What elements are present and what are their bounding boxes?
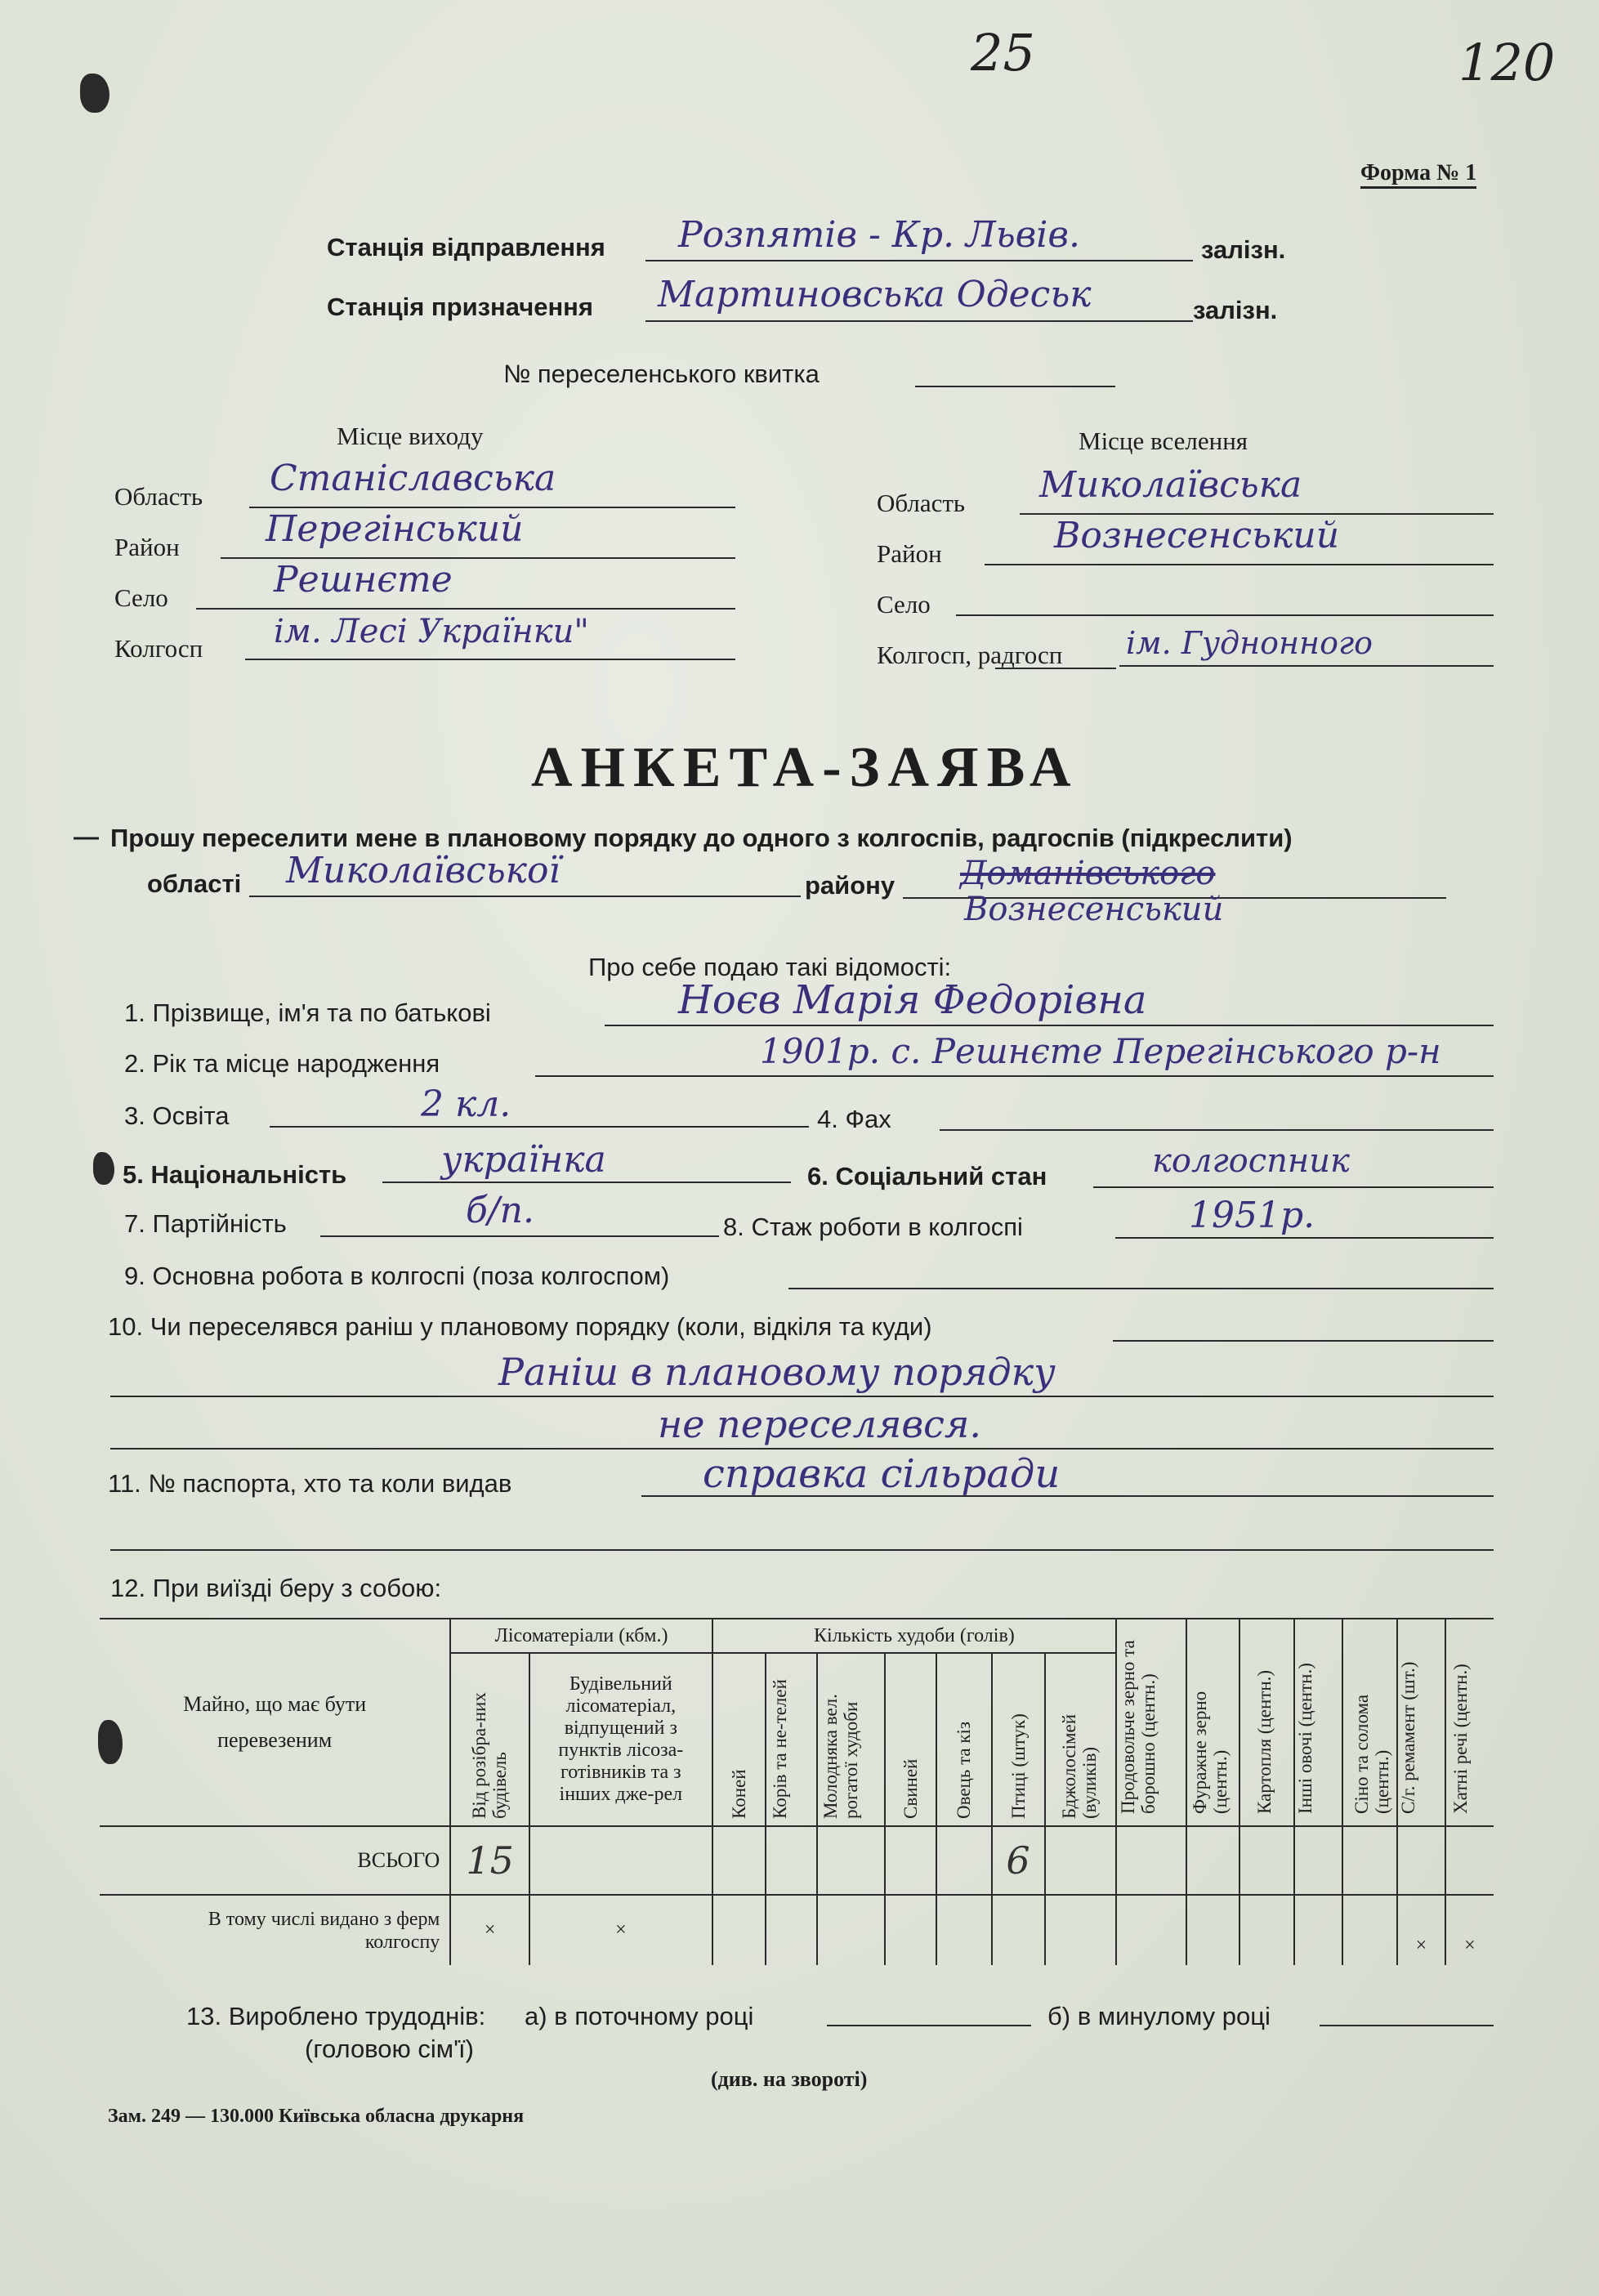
field-6-value: колгоспник — [1152, 1142, 1350, 1180]
oblasti-label: області — [147, 869, 242, 898]
col-birds: Птиці (штук) — [1007, 1713, 1029, 1819]
settlement-oblast-label: Область — [877, 489, 966, 517]
col-feed: Фуражне зерно (центн.) — [1190, 1691, 1231, 1814]
col-inventory: С/г. ремамент (шт.) — [1398, 1661, 1419, 1814]
field-10-value-1: Раніш в плановому порядку — [498, 1350, 1056, 1394]
reverse-note: (див. на звороті) — [711, 2067, 868, 2091]
rail-label-2: залізн. — [1193, 296, 1278, 324]
field-2-label: 2. Рік та місце народження — [124, 1049, 440, 1078]
intro-text: Про себе подаю такі відомості: — [588, 953, 952, 981]
printer-imprint: Зам. 249 — 130.000 Київська обласна друкарня — [108, 2106, 525, 2127]
farm-vegetables — [1294, 1895, 1342, 1965]
total-cows — [766, 1826, 817, 1895]
field-3-value: 2 кл. — [421, 1083, 511, 1125]
field-5-line — [382, 1182, 791, 1183]
settlement-heading: Місце вселення — [1079, 427, 1248, 455]
field-10-line-2 — [110, 1396, 1494, 1397]
raionu-value: Вознесенський — [964, 891, 1224, 928]
total-hay — [1342, 1826, 1397, 1895]
total-potato — [1239, 1826, 1294, 1895]
col-hay-cell — [1342, 1619, 1397, 1826]
field-7-label: 7. Партійність — [124, 1209, 287, 1238]
field-9-line — [788, 1288, 1494, 1289]
radgosp-underline — [995, 668, 1116, 669]
workdays-label: 13. Вироблено трудоднів: — [186, 2002, 486, 2030]
col-bees-cell — [1045, 1653, 1116, 1826]
workdays-previous-label: б) в минулому році — [1047, 2002, 1271, 2030]
field-4-line — [940, 1129, 1494, 1131]
field-2-value: 1901р. с. Решнєте Перегінського р-н — [760, 1031, 1441, 1071]
field-1-line — [605, 1025, 1494, 1026]
settlement-selo-line — [956, 614, 1494, 616]
total-horses — [712, 1826, 766, 1895]
workdays-previous-line — [1320, 2025, 1494, 2026]
field-9-label: 9. Основна робота в колгоспі (поза колгоспом) — [124, 1262, 670, 1290]
destination-line — [645, 320, 1193, 322]
field-11-label: 11. № паспорта, хто та коли видав — [108, 1469, 512, 1498]
field-10-label: 10. Чи переселявся раніш у плановому порядку (коли, відкіля та куди) — [108, 1312, 932, 1341]
col-birds-cell — [992, 1653, 1045, 1826]
col-lumber-cell — [529, 1653, 712, 1826]
origin-oblast-label: Область — [114, 482, 203, 511]
total-feed — [1186, 1826, 1239, 1895]
destination-value: Мартиновська Одеськ — [658, 274, 1092, 315]
settlement-raion-value: Вознесенський — [1054, 515, 1340, 556]
workdays-current-line — [827, 2025, 1031, 2026]
form-number: Форма № 1 — [1360, 160, 1476, 189]
settlement-raion-line — [985, 564, 1494, 565]
total-household — [1445, 1826, 1494, 1895]
farm-pigs — [885, 1895, 936, 1965]
col-hay: Сіно та солома (центн.) — [1351, 1694, 1393, 1814]
col-household: Хатні речі (центн.) — [1449, 1663, 1471, 1814]
page-number-center: 25 — [971, 23, 1035, 83]
workdays-current-label: а) в поточному році — [525, 2002, 754, 2030]
ticket-label: № переселенського квитка — [503, 360, 820, 388]
departure-line — [645, 260, 1193, 261]
farm-feed — [1186, 1895, 1239, 1965]
farm-grain — [1116, 1895, 1186, 1965]
farm-young-cattle — [817, 1895, 885, 1965]
col-dismantled: Від розібра-них будівель — [468, 1691, 510, 1819]
col-cows-cell — [766, 1653, 817, 1826]
col-lumber: Будівельний лісоматеріал, відпущений з пунктів лісоза-готівників та з інших дже-рел — [558, 1673, 684, 1805]
raionu-value-struck: Доманівського — [960, 855, 1216, 892]
settlement-kolhosp-value: ім. Гуднонного — [1126, 625, 1373, 661]
farm-potato — [1239, 1895, 1294, 1965]
field-12-label: 12. При виїзді беру з собою: — [110, 1574, 442, 1602]
col-pigs-cell — [885, 1653, 936, 1826]
origin-selo-value: Решнєте — [274, 559, 453, 601]
farm-lumber: × — [529, 1895, 712, 1965]
origin-raion-value: Перегінський — [266, 508, 524, 550]
col-dismantled-cell — [450, 1653, 529, 1826]
punch-hole-middle — [93, 1152, 114, 1185]
field-6-line — [1093, 1186, 1494, 1188]
col-bees: Бджолосімей (вуликів) — [1059, 1713, 1101, 1819]
group-wood: Лісоматеріали (кбм.) — [450, 1619, 712, 1653]
settlement-raion-label: Район — [877, 539, 942, 568]
col-horses: Коней — [728, 1768, 749, 1819]
settlement-selo-label: Село — [877, 590, 931, 619]
col-pigs: Свиней — [900, 1758, 922, 1819]
total-sheep — [936, 1826, 991, 1895]
field-5-value: українка — [441, 1139, 606, 1181]
oblasti-line — [249, 896, 801, 897]
field-11-line-2 — [110, 1549, 1494, 1551]
field-10-value-2: не переселявся. — [658, 1402, 982, 1446]
farm-hay — [1342, 1895, 1397, 1965]
property-table — [100, 1618, 1494, 1965]
field-8-value: 1951р. — [1189, 1195, 1315, 1236]
request-dash: — — [74, 822, 99, 851]
row-header-cell — [100, 1619, 450, 1826]
origin-selo-label: Село — [114, 583, 168, 612]
farm-sheep — [936, 1895, 991, 1965]
farm-inventory: × — [1397, 1895, 1445, 1965]
col-horses-cell — [712, 1653, 766, 1826]
origin-heading: Місце виходу — [337, 422, 484, 450]
col-cows: Корів та не-телей — [770, 1678, 791, 1819]
group-cattle: Кількість худоби (голів) — [712, 1619, 1116, 1653]
page-number-right: 120 — [1458, 33, 1556, 92]
col-feed-cell — [1186, 1619, 1239, 1826]
row-total-wood: 15 — [450, 1826, 529, 1895]
field-2-line — [535, 1075, 1494, 1077]
field-1-value: Ноєв Марія Федорівна — [678, 977, 1147, 1023]
field-7-value: б/п. — [466, 1190, 535, 1231]
workdays-sub: (головою сім'ї) — [305, 2035, 474, 2063]
total-pigs — [885, 1826, 936, 1895]
settlement-kolhosp-label: Колгосп, радгосп — [877, 641, 1063, 669]
field-10-line-3 — [110, 1448, 1494, 1450]
origin-oblast-value: Станіславська — [270, 458, 556, 499]
row-farm-label-cell — [100, 1895, 450, 1965]
origin-kolhosp-label: Колгосп — [114, 634, 203, 663]
farm-bees — [1045, 1895, 1116, 1965]
field-5-label: 5. Національність — [123, 1160, 347, 1189]
total-grain — [1116, 1826, 1186, 1895]
punch-hole-top — [80, 74, 109, 113]
col-grain-cell — [1116, 1619, 1186, 1826]
field-7-line — [320, 1235, 719, 1237]
field-4-label: 4. Фах — [817, 1105, 891, 1133]
col-young-cattle-cell — [817, 1653, 885, 1826]
request-text: Прошу переселити мене в плановому порядку до одного з колгоспів, радгоспів (підкреслити) — [110, 824, 1293, 852]
field-6-label: 6. Соціальний стан — [807, 1162, 1047, 1190]
field-10-line — [1113, 1340, 1494, 1342]
oblasti-value: Миколаївської — [286, 850, 561, 891]
total-inventory — [1397, 1826, 1445, 1895]
rail-label-1: залізн. — [1201, 235, 1286, 264]
destination-label: Станція призначення — [327, 293, 593, 321]
farm-birds — [992, 1895, 1045, 1965]
field-3-line — [270, 1126, 809, 1128]
field-8-line — [1115, 1237, 1494, 1239]
departure-value: Розпятів - Кр. Львів. — [678, 214, 1080, 256]
col-vegetables: Інші овочі (центн.) — [1295, 1662, 1316, 1814]
form-title: АНКЕТА-ЗАЯВА — [531, 736, 1079, 799]
row-total-label: ВСЬОГО — [100, 1826, 450, 1895]
col-vegetables-cell — [1294, 1619, 1342, 1826]
settlement-kolhosp-line — [1119, 665, 1494, 667]
field-1-label: 1. Прізвище, ім'я та по батькові — [124, 998, 491, 1027]
raionu-label: району — [805, 871, 896, 900]
farm-horses — [712, 1895, 766, 1965]
farm-household: × — [1445, 1895, 1494, 1965]
farm-cows — [766, 1895, 817, 1965]
farm-dismantled: × — [450, 1895, 529, 1965]
col-household-cell — [1445, 1619, 1494, 1826]
col-sheep: Овець та кіз — [954, 1721, 975, 1819]
origin-kolhosp-line — [245, 659, 735, 660]
total-lumber — [529, 1826, 712, 1895]
row-farm-label: В тому числі видано з ферм колгоспу — [208, 1908, 440, 1953]
settlement-oblast-value: Миколаївська — [1039, 464, 1302, 506]
total-bees — [1045, 1826, 1116, 1895]
departure-label: Станція відправлення — [327, 233, 605, 261]
ticket-line — [915, 386, 1115, 387]
field-11-value: справка сільради — [703, 1451, 1061, 1497]
origin-kolhosp-value: ім. Лесі Українки" — [274, 613, 589, 650]
origin-selo-line — [196, 608, 735, 610]
field-8-label: 8. Стаж роботи в колгоспі — [723, 1213, 1023, 1241]
row-total-birds: 6 — [992, 1826, 1045, 1895]
col-potato: Картопля (центн.) — [1254, 1669, 1275, 1814]
col-grain: Продовольче зерно та борошно (центн.) — [1117, 1639, 1159, 1814]
row-header: Майно, що має бути перевезеним — [183, 1692, 367, 1752]
col-inventory-cell — [1397, 1619, 1445, 1826]
total-young-cattle — [817, 1826, 885, 1895]
origin-raion-label: Район — [114, 533, 180, 561]
field-3-label: 3. Освіта — [124, 1101, 230, 1130]
col-young-cattle: Молодняка вел. рогатої худоби — [820, 1693, 861, 1819]
col-sheep-cell — [936, 1653, 991, 1826]
col-potato-cell — [1239, 1619, 1294, 1826]
total-vegetables — [1294, 1826, 1342, 1895]
